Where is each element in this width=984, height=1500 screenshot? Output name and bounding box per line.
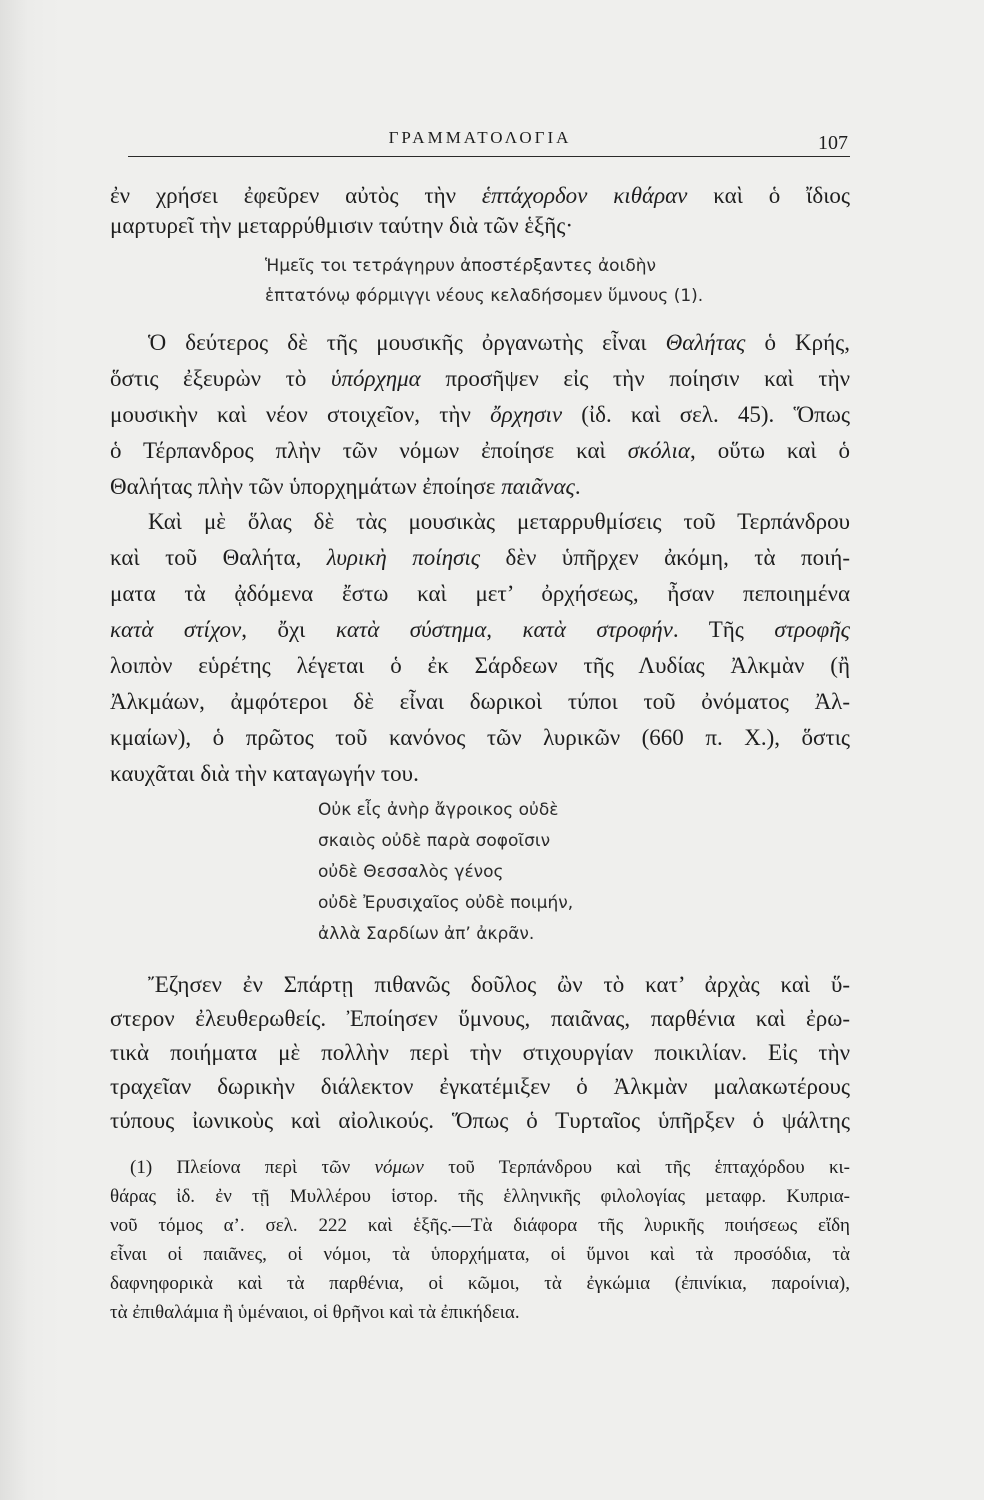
body-line: [110, 397, 850, 433]
paragraph-2: [110, 325, 850, 505]
italic-text-run: νόμων: [374, 1157, 424, 1178]
text-run: στερον ἐλευθερωθείς. Ἐποίησεν ὕμνους, παιᾶνας, παρθένια καὶ ἐρω-: [110, 1006, 850, 1031]
text-run: σκαιὸς οὐδὲ παρὰ σοφοῖσιν: [318, 831, 551, 851]
text-run: θάρας ἰδ. ἐν τῇ Μυλλέρου ἱστορ. τῆς ἑλληνικῆς φιλολογίας μεταφρ. Κυπρια-: [110, 1186, 850, 1207]
body-line: [110, 648, 850, 684]
page-number: 107: [818, 132, 848, 154]
text-run: ματα τὰ ᾀδόμενα ἔστω καὶ μετ’ ὀρχήσεως, ἦσαν πεποιημένα: [110, 581, 850, 606]
verse-quote-1: [265, 251, 825, 311]
verse-quote-2: [318, 795, 818, 950]
body-line: [110, 469, 850, 505]
text-run: εἶναι οἱ παιᾶνες, οἱ νόμοι, τὰ ὑπορχήματα, οἱ ὕμνοι καὶ τὰ προσόδια, τὰ: [110, 1244, 850, 1265]
text-run: Ἀλκμάων, ἀμφότεροι δὲ εἶναι δωρικοὶ τύποι τοῦ ὀνόματος Ἀλ-: [110, 689, 850, 714]
body-line: [110, 325, 850, 361]
text-run: Ἡμεῖς τοι τετράγηρυν ἀποστέρξαντες ἀοιδὴν: [265, 256, 656, 276]
text-run: τύπους ἰωνικοὺς καὶ αἰολικούς. Ὅπως ὁ Τυρταῖος ὑπῆρξεν ὁ ψάλτης: [110, 1108, 850, 1133]
text-run: οὐδὲ Ἐρυσιχαῖος οὐδὲ ποιμήν,: [318, 893, 574, 913]
footnote: [110, 1153, 850, 1327]
italic-text-run: ὄρχησιν: [490, 402, 563, 427]
footnote-line: [110, 1211, 850, 1240]
text-run: τὰ ἐπιθαλάμια ἢ ὑμέναιοι, οἱ θρῆνοι καὶ τὰ ἐπικήδεια.: [110, 1302, 520, 1323]
text-run: τοῦ Τερπάνδρου καὶ τῆς ἑπταχόρδου κι-: [423, 1157, 850, 1178]
body-line: [110, 968, 850, 1002]
text-run: ὅστις ἐξευρὼν τὸ: [110, 366, 331, 391]
body-line: [110, 684, 850, 720]
text-run: τραχεῖαν δωρικὴν διάλεκτον ἐγκατέμιξεν ὁ Ἀλκμὰν μαλακωτέρους: [110, 1074, 850, 1099]
body-line: [110, 576, 850, 612]
text-run: δὲν ὑπῆρχεν ἀκόμη, τὰ ποιή-: [480, 545, 850, 570]
text-run: Οὐκ εἶς ἀνὴρ ἄγροικος οὐδὲ: [318, 800, 559, 820]
italic-text-run: κατὰ σύστημα, κατὰ στροφήν: [335, 617, 673, 642]
text-run: λοιπὸν εὑρέτης λέγεται ὁ ἐκ Σάρδεων τῆς Λυδίας Ἀλκμὰν (ἢ: [110, 653, 850, 678]
text-run: ἐν χρήσει ἐφεῦρεν αὐτὸς τὴν: [110, 183, 482, 208]
text-run: ὁ Τέρπανδρος πλὴν τῶν νόμων ἐποίησε καὶ: [110, 438, 628, 463]
text-run: μουσικὴν καὶ νέον στοιχεῖον, τὴν: [110, 402, 491, 427]
paragraph-4: [110, 968, 850, 1138]
italic-text-run: σκόλια: [627, 438, 690, 463]
text-run: νοῦ τόμος α’. σελ. 222 καὶ ἑξῆς.—Τὰ διάφορα τῆς λυρικῆς ποιήσεως εἴδη: [110, 1215, 850, 1236]
text-run: προσῆψεν εἰς τὴν ποίησιν καὶ τὴν: [420, 366, 850, 391]
text-run: καὶ τοῦ Θαλήτα,: [110, 545, 327, 570]
footnote-line: [110, 1153, 850, 1182]
body-line: [110, 433, 850, 469]
verse-line: [318, 888, 818, 919]
italic-text-run: κατὰ στίχον: [110, 617, 242, 642]
footnote-line: [110, 1298, 850, 1327]
text-run: καὶ ὁ ἴδιος: [687, 183, 851, 208]
body-line: [110, 756, 850, 792]
text-run: , οὕτω καὶ ὁ: [690, 438, 850, 463]
text-run: (ἰδ. καὶ σελ. 45). Ὅπως: [562, 402, 851, 427]
italic-text-run: Θαλήτας: [665, 330, 746, 355]
body-line: [110, 181, 850, 211]
paragraph-1: [110, 181, 850, 241]
text-run: Ἔζησεν ἐν Σπάρτῃ πιθανῶς δοῦλος ὢν τὸ κατ’ ἀρχὰς καὶ ὕ-: [148, 972, 850, 997]
footnote-line: [110, 1240, 850, 1269]
text-run: οὐδὲ Θεσσαλὸς γένος: [318, 862, 504, 882]
body-line: [110, 612, 850, 648]
text-run: ἑπτατόνῳ φόρμιγγι νέους κελαδήσομεν ὕμνους (1).: [265, 286, 704, 306]
text-run: ὁ Κρής,: [745, 330, 850, 355]
italic-text-run: στροφῆς: [774, 617, 850, 642]
text-run: .: [574, 474, 581, 499]
verse-line: [318, 919, 818, 950]
body-line: [110, 361, 850, 397]
verse-line: [265, 251, 825, 281]
verse-line: [265, 281, 825, 311]
body-line: [110, 1002, 850, 1036]
italic-text-run: ἑπτάχορδον κιθάραν: [481, 183, 688, 208]
footnote-line: [110, 1269, 850, 1298]
body-line: [110, 211, 850, 241]
italic-text-run: λυρικὴ ποίησις: [326, 545, 481, 570]
text-run: δαφνηφορικὰ καὶ τὰ παρθένια, οἱ κῶμοι, τὰ ἐγκώμια (ἐπινίκια, παροίνια),: [110, 1273, 850, 1294]
body-line: [110, 1070, 850, 1104]
header-rule: [128, 156, 850, 157]
text-run: Καὶ μὲ ὅλας δὲ τὰς μουσικὰς μεταρρυθμίσεις τοῦ Τερπάνδρου: [148, 509, 850, 534]
text-run: , ὄχι: [241, 617, 336, 642]
italic-text-run: παιᾶνας: [501, 474, 575, 499]
text-run: κμαίων), ὁ πρῶτος τοῦ κανόνος τῶν λυρικῶν (660 π. Χ.), ὅστις: [110, 725, 850, 750]
italic-text-run: ὑπόρχημα: [330, 366, 421, 391]
running-title: ΓΡΑΜΜΑΤΟΛΟΓΙΑ: [388, 128, 572, 147]
text-run: μαρτυρεῖ τὴν μεταρρύθμισιν ταύτην διὰ τῶν ἑξῆς·: [110, 213, 574, 238]
verse-line: [318, 826, 818, 857]
text-run: . Τῆς: [672, 617, 775, 642]
text-run: Ὁ δεύτερος δὲ τῆς μουσικῆς ὀργανωτὴς εἶναι: [148, 330, 666, 355]
body-line: [110, 1036, 850, 1070]
text-run: Θαλήτας πλὴν τῶν ὑπορχημάτων ἐποίησε: [110, 474, 502, 499]
text-run: (1) Πλείονα περὶ τῶν: [130, 1157, 375, 1178]
body-line: [110, 1104, 850, 1138]
paragraph-3: [110, 504, 850, 792]
body-line: [110, 720, 850, 756]
text-run: ἀλλὰ Σαρδίων ἀπ’ ἀκρᾶν.: [318, 924, 535, 944]
body-line: [110, 504, 850, 540]
verse-line: [318, 857, 818, 888]
text-run: καυχᾶται διὰ τὴν καταγωγήν του.: [110, 761, 419, 786]
verse-line: [318, 795, 818, 826]
footnote-line: [110, 1182, 850, 1211]
body-line: [110, 540, 850, 576]
text-run: τικὰ ποιήματα μὲ πολλὴν περὶ τὴν στιχουργίαν ποικιλίαν. Εἰς τὴν: [110, 1040, 850, 1065]
